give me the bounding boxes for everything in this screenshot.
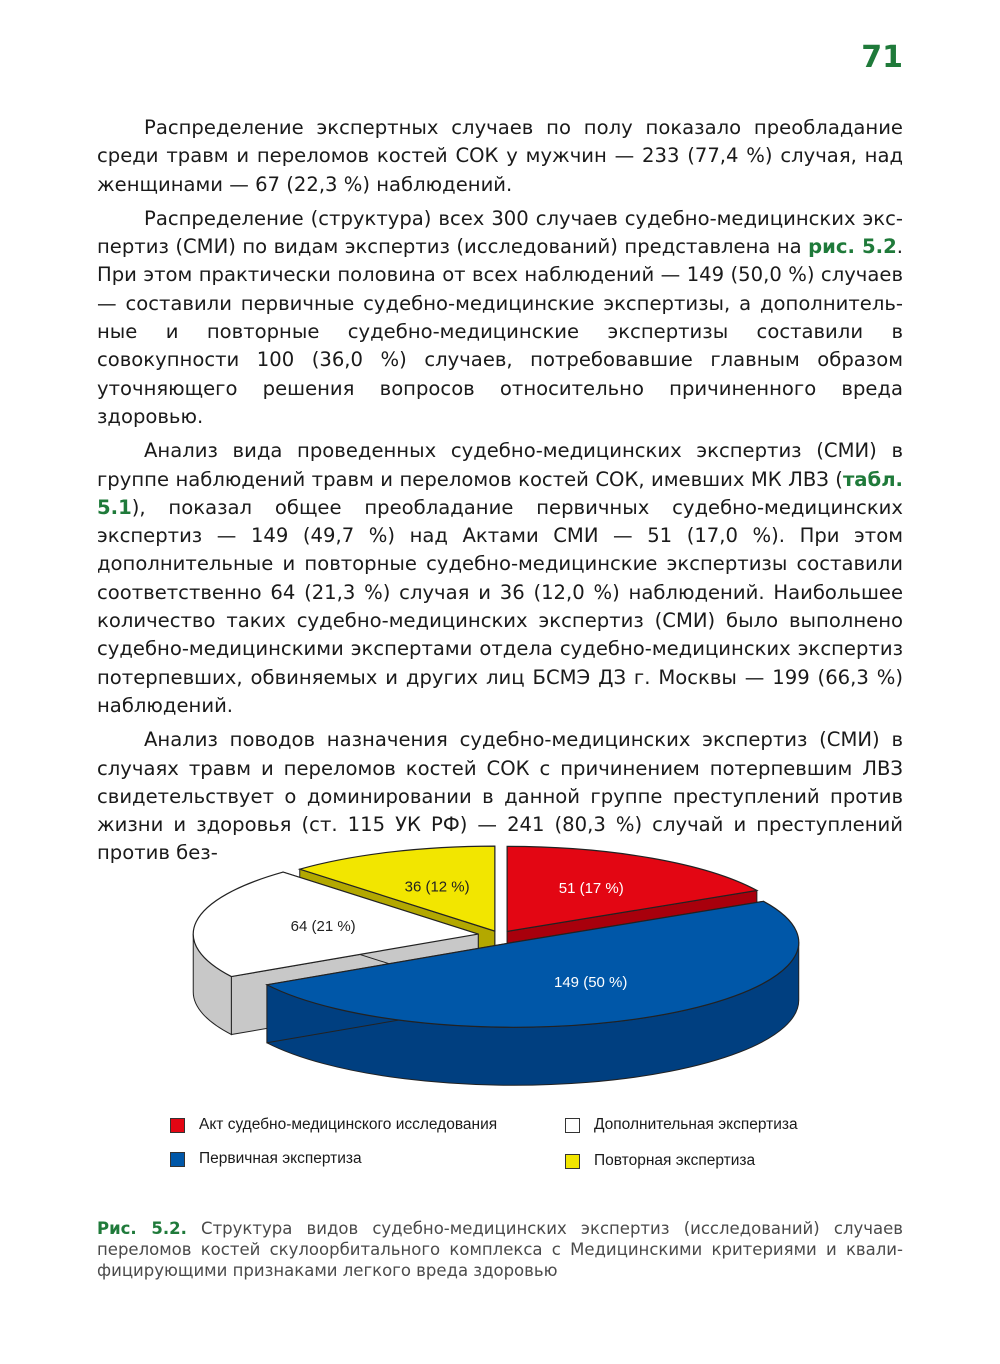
legend-item: Дополнительная экспертиза (565, 1116, 798, 1134)
legend-swatch (170, 1118, 185, 1133)
paragraph: Распределение экспертных случаев по полу показало преобладание среди травм и переломов костей СОК у мужчин — 233 (77,4 %) случая, над женщинами — 67 (22,3 %) наблюдений. (97, 116, 903, 196)
legend-swatch (565, 1118, 580, 1133)
paragraph: Распределение (структура) всех 300 случаев судебно-медицинских экспертиз (СМИ) по видам экспертиз (исследований) представлена на рис. 5.2. При этом практически половина от всех наблюдений — 149 (50,0 %) случаев — составили первичные судебно-медицинские экспертизы, а дополнительные и повторные судебно-медицинские экспертизы составили в совокупности 100 (36,0 %) случаев, потребовавшие главным образом уточняющего решения вопросов относительно причиненного вреда здоровью. (97, 206, 903, 428)
slice-data-label: 51 (17 %) (558, 879, 624, 897)
paragraph: Анализ вида проведенных судебно-медицинских экспертиз (СМИ) в группе наблюдений травм и переломов костей СОК, имевших МК ЛВЗ (табл. 5.1), показал общее преобладание первичных судебно-медицинских экспертиз — 149 (49,7 %) над Актами СМИ — 51 (17,0 %). При этом дополнительные и повторные судебно-медицинские экспертизы составили соответственно 64 (21,3 %) случая и 36 (12,0 %) наблюдений. Наибольшее количество таких судебно-медицинских экспертиз (СМИ) было выполнено судебно-медицинскими экспертaми отдела судебно-медицинских экспертиз потерпевших, обвиняемых и других лиц БСМЭ ДЗ г. Москвы — 199 (66,3 %) наблюдений. (97, 439, 903, 717)
caption-label: Рис. 5.2. (97, 1219, 187, 1238)
caption-text: Структура видов судебно-медицинских экспертиз (исследований) случаев переломов костей скулоорбитального комплекса с Медицинскими критериями и квалифицирующими признаками легкого вреда здоровью (97, 1219, 903, 1280)
chart-legend (170, 1112, 870, 1176)
pie-chart (150, 830, 850, 1100)
legend-swatch (170, 1152, 185, 1167)
slice-data-label: 64 (21 %) (290, 918, 356, 936)
legend-item: Акт судебно-медицинского исследования (170, 1116, 497, 1134)
legend-item: Повторная экспертиза (565, 1152, 755, 1170)
legend-item: Первичная экспертиза (170, 1150, 362, 1168)
slice-data-label: 36 (12 %) (404, 878, 470, 896)
figure-caption (97, 1218, 903, 1281)
body-text (97, 114, 903, 874)
page-number: 71 (861, 40, 903, 75)
figure-reference-link[interactable]: рис. 5.2 (808, 235, 897, 259)
slice-data-label: 149 (50 %) (554, 974, 628, 992)
legend-swatch (565, 1154, 580, 1169)
paragraph: Анализ поводов назначения судебно-медицинских экспертиз (СМИ) в случаях травм и переломов костей СОК с причинением потерпевшим ЛВЗ свидетельствует о доминировании в данной группе преступлений против жизни и здоровья (ст. 115 УК РФ) — 241 (80,3 %) случай и преступлений против без- (97, 728, 903, 865)
table-reference-link[interactable]: табл. 5.1 (97, 467, 903, 519)
